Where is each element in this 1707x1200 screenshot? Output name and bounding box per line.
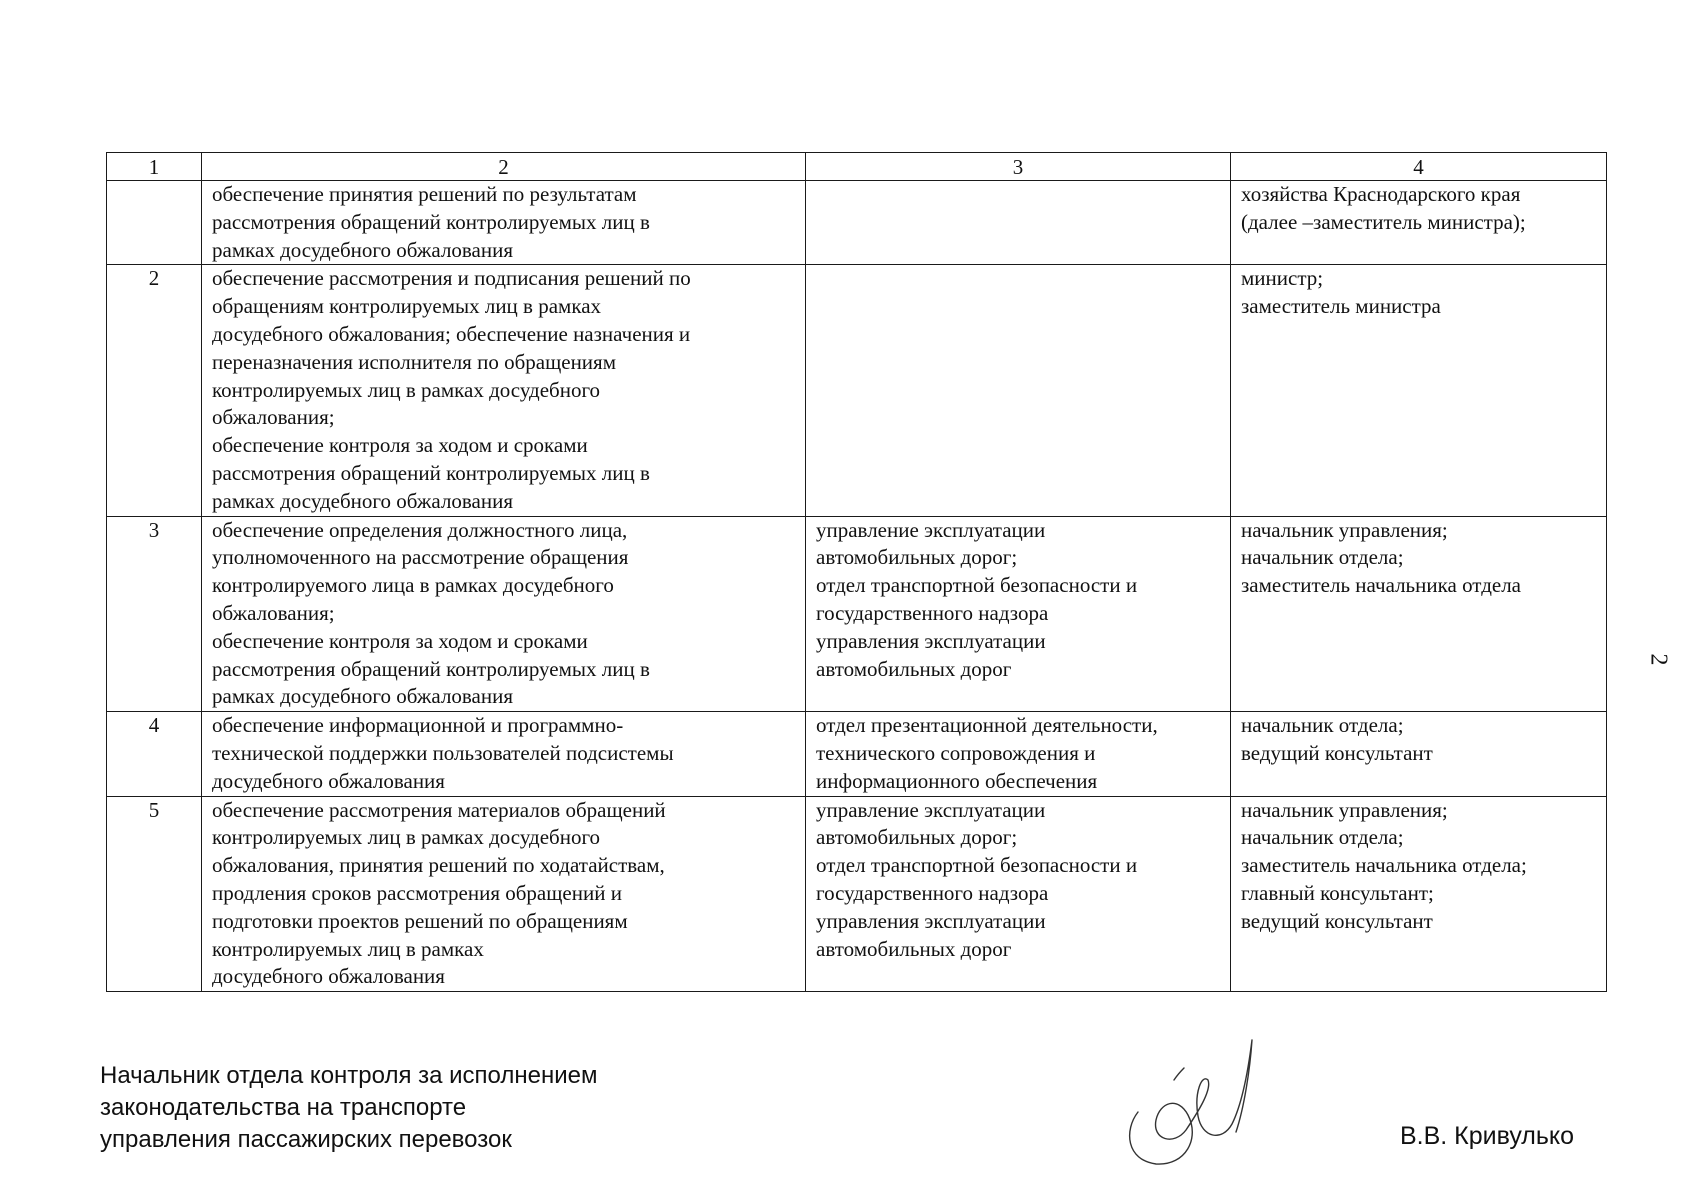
cell-text-line: ведущий консультант — [1241, 740, 1433, 765]
header-cell-1: 1 — [107, 153, 202, 181]
table-row — [107, 516, 1607, 712]
cell-text-line: управления эксплуатации — [816, 908, 1046, 933]
cell-text-line: отдел транспортной безопасности и — [816, 573, 1138, 598]
row-number-cell: 3 — [107, 516, 202, 712]
cell-text-line: переназначения исполнителя по обращениям — [212, 349, 616, 374]
cell-text-line: обжалования; — [212, 405, 335, 430]
cell-text-line: уполномоченного на рассмотрение обращения — [212, 545, 629, 570]
cell-text-line: автомобильных дорог — [816, 936, 1012, 961]
cell-text-line: рассмотрения обращений контролируемых лиц в — [212, 460, 650, 485]
cell-text-line: отдел презентационной деятельности, — [816, 713, 1158, 738]
signatory-position — [100, 1060, 597, 1156]
cell-text-line: заместитель министра — [1241, 294, 1441, 319]
cell-text-line: начальник отдела; — [1241, 545, 1404, 570]
table-cell-col4 — [1231, 181, 1607, 265]
cell-text-line: министр; — [1241, 266, 1324, 291]
cell-text-line: обеспечение рассмотрения материалов обращений — [212, 797, 666, 822]
cell-text-line: рассмотрения обращений контролируемых лиц в — [212, 209, 650, 234]
row-number-cell: 2 — [107, 265, 202, 516]
table-cell-col4 — [1231, 516, 1607, 712]
cell-text-line: обеспечение информационной и программно- — [212, 713, 624, 738]
cell-text-line: контролируемых лиц в рамках — [212, 936, 484, 961]
cell-text-line: начальник управления; — [1241, 517, 1448, 542]
table-cell-col2 — [202, 516, 806, 712]
signatory-position-line: законодательства на транспорте — [100, 1094, 467, 1121]
table-row — [107, 796, 1607, 992]
cell-text-line: автомобильных дорог — [816, 656, 1012, 681]
row-number-cell: 4 — [107, 712, 202, 796]
cell-text-line: обжалования, принятия решений по ходатайствам, — [212, 853, 665, 878]
handwritten-signature — [1116, 1020, 1266, 1170]
cell-text-line: заместитель начальника отдела — [1241, 573, 1521, 598]
cell-text-line: обеспечение контроля за ходом и сроками — [212, 628, 588, 653]
cell-text-line: хозяйства Краснодарского края — [1241, 182, 1521, 206]
cell-text-line: управления эксплуатации — [816, 628, 1046, 653]
cell-text-line: управление эксплуатации — [816, 797, 1046, 822]
signer-name: В.В. Кривулько — [1400, 1122, 1575, 1150]
table-cell-col3 — [806, 181, 1231, 265]
table-cell-col4 — [1231, 265, 1607, 516]
cell-text-line: информационного обеспечения — [816, 768, 1098, 793]
table-cell-col2 — [202, 712, 806, 796]
cell-text-line: рассмотрения обращений контролируемых лиц в — [212, 656, 650, 681]
header-cell-4: 4 — [1231, 153, 1607, 181]
table-cell-col2 — [202, 796, 806, 992]
table-row — [107, 265, 1607, 516]
responsibility-table — [106, 152, 1607, 992]
cell-text-line: досудебного обжалования; обеспечение назначения и — [212, 321, 691, 346]
page-number: 2 — [1645, 653, 1672, 666]
cell-text-line: рамках досудебного обжалования — [212, 237, 514, 262]
cell-text-line: продления сроков рассмотрения обращений и — [212, 880, 622, 905]
table-cell-col4 — [1231, 712, 1607, 796]
cell-text-line: обеспечение принятия решений по результатам — [212, 182, 637, 206]
cell-text-line: отдел транспортной безопасности и — [816, 853, 1138, 878]
cell-text-line: обращениям контролируемых лиц в рамках — [212, 294, 602, 319]
cell-text-line: досудебного обжалования — [212, 768, 445, 793]
table-cell-col2 — [202, 181, 806, 265]
header-cell-2: 2 — [202, 153, 806, 181]
cell-text-line: контролируемого лица в рамках досудебного — [212, 573, 614, 598]
cell-text-line: начальник отдела; — [1241, 825, 1404, 850]
cell-text-line: управление эксплуатации — [816, 517, 1046, 542]
table-header-row — [107, 153, 1607, 181]
cell-text-line: подготовки проектов решений по обращениям — [212, 908, 628, 933]
table-cell-col3 — [806, 516, 1231, 712]
row-number-cell: 5 — [107, 796, 202, 992]
cell-text-line: (далее –заместитель министра); — [1241, 209, 1526, 234]
cell-text-line: обеспечение контроля за ходом и сроками — [212, 433, 588, 458]
cell-text-line: рамках досудебного обжалования — [212, 488, 514, 513]
row-number-cell — [107, 181, 202, 265]
cell-text-line: обжалования; — [212, 600, 335, 625]
cell-text-line: обеспечение определения должностного лица, — [212, 517, 628, 542]
cell-text-line: технического сопровождения и — [816, 740, 1096, 765]
cell-text-line: государственного надзора — [816, 880, 1049, 905]
cell-text-line: начальник управления; — [1241, 797, 1448, 822]
cell-text-line: начальник отдела; — [1241, 713, 1404, 738]
cell-text-line: контролируемых лиц в рамках досудебного — [212, 825, 601, 850]
cell-text-line: ведущий консультант — [1241, 908, 1433, 933]
cell-text-line: рамках досудебного обжалования — [212, 684, 514, 709]
table-cell-col3 — [806, 712, 1231, 796]
table-cell-col4 — [1231, 796, 1607, 992]
signatory-position-line: Начальник отдела контроля за исполнением — [100, 1062, 598, 1089]
cell-text-line: автомобильных дорог; — [816, 545, 1018, 570]
cell-text-line: заместитель начальника отдела; — [1241, 853, 1527, 878]
table-cell-col3 — [806, 796, 1231, 992]
cell-text-line: контролируемых лиц в рамках досудебного — [212, 377, 601, 402]
cell-text-line: государственного надзора — [816, 600, 1049, 625]
cell-text-line: главный консультант; — [1241, 880, 1434, 905]
cell-text-line: автомобильных дорог; — [816, 825, 1018, 850]
table-cell-col3 — [806, 265, 1231, 516]
cell-text-line: технической поддержки пользователей подсистемы — [212, 740, 674, 765]
table-cell-col2 — [202, 265, 806, 516]
header-cell-3: 3 — [806, 153, 1231, 181]
cell-text-line: обеспечение рассмотрения и подписания решений по — [212, 266, 691, 291]
table-row — [107, 712, 1607, 796]
cell-text-line: досудебного обжалования — [212, 964, 445, 989]
table-row — [107, 181, 1607, 265]
signatory-position-line: управления пассажирских перевозок — [100, 1126, 512, 1153]
